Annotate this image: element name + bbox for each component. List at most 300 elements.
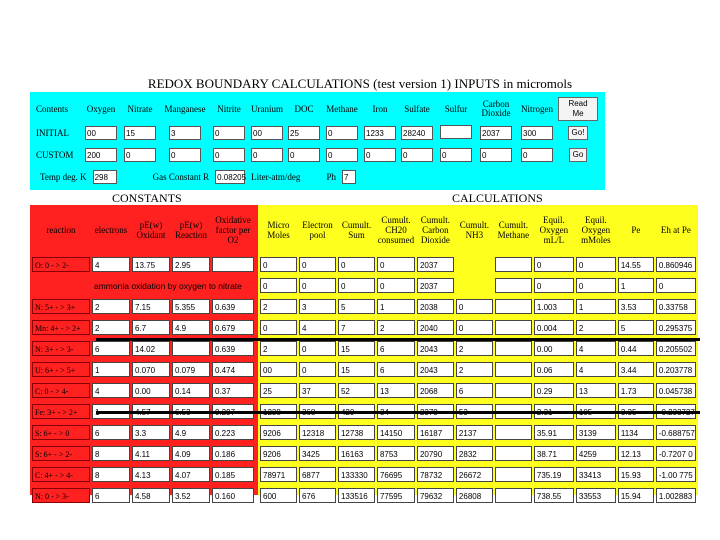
calc-value[interactable]: 0.203778 xyxy=(656,362,696,377)
calc-value[interactable] xyxy=(495,488,532,503)
calc-cell xyxy=(495,360,532,379)
calc-value[interactable]: -0.688757 xyxy=(656,425,696,440)
calc-value[interactable] xyxy=(495,257,532,272)
calc-value[interactable]: 6877 xyxy=(299,467,336,482)
calc-value[interactable]: 0 xyxy=(456,299,493,314)
constant-value[interactable]: 4 xyxy=(92,257,130,272)
constant-value[interactable]: 4.58 xyxy=(132,488,170,503)
calc-cell xyxy=(656,255,696,274)
constants-row xyxy=(32,444,254,463)
calc-value[interactable]: 0 xyxy=(377,257,415,272)
constant-cell xyxy=(172,297,210,316)
ph-label: Ph xyxy=(326,172,336,182)
calc-value[interactable]: 2040 xyxy=(417,320,454,335)
constant-cell xyxy=(212,465,254,484)
calc-cell xyxy=(656,465,696,484)
initial-carbon-dioxide-input[interactable]: 2037 xyxy=(480,126,512,140)
constant-value[interactable]: 6 xyxy=(92,488,130,503)
gas-constant-input[interactable]: 0.08205 xyxy=(215,170,245,184)
calc-value[interactable]: 2043 xyxy=(417,362,454,377)
calc-value[interactable]: 0 xyxy=(260,278,297,293)
calc-value[interactable]: 1.002883 xyxy=(656,488,696,503)
calc-value[interactable]: 15.93 xyxy=(618,467,654,482)
calc-value[interactable] xyxy=(495,467,532,482)
calc-cell xyxy=(618,486,654,505)
calc-value[interactable] xyxy=(495,278,532,293)
calc-value[interactable] xyxy=(495,425,532,440)
calc-cell xyxy=(417,339,454,358)
calc-value[interactable]: 0 xyxy=(656,278,696,293)
calc-value[interactable] xyxy=(495,446,532,461)
constant-value[interactable]: 4.07 xyxy=(172,467,210,482)
calc-value[interactable]: 25 xyxy=(260,383,297,398)
reaction-cell xyxy=(32,486,90,505)
constants-row xyxy=(32,423,254,442)
constant-cell xyxy=(132,297,170,316)
reaction-label: S: 6+ - > 0 xyxy=(32,425,90,440)
reaction-cell xyxy=(32,276,90,295)
constant-value[interactable]: 2 xyxy=(92,320,130,335)
initial-nitrogen-input[interactable]: 300 xyxy=(521,126,553,140)
calc-header-eh-at-pe: Eh at Pe xyxy=(660,225,691,235)
calc-value[interactable]: 0.44 xyxy=(618,341,654,356)
calc-value[interactable]: 14.55 xyxy=(618,257,654,272)
calc-cell xyxy=(417,381,454,400)
constant-value[interactable]: 6.7 xyxy=(132,320,170,335)
calc-value[interactable]: 20790 xyxy=(417,446,454,461)
calc-value[interactable]: 52 xyxy=(338,383,375,398)
constant-value[interactable]: 14.02 xyxy=(132,341,170,356)
calc-header-oxygen-mmoles: Equil. Oxygen mMoles xyxy=(581,215,611,245)
calc-cell xyxy=(338,486,375,505)
constant-cell xyxy=(212,381,254,400)
calc-header-oxygen-ml: Equil. Oxygen mL/L xyxy=(539,215,569,245)
header-nitrite: Nitrite xyxy=(217,103,241,114)
calc-value[interactable]: 5 xyxy=(338,299,375,314)
calc-value[interactable]: 33553 xyxy=(576,488,616,503)
constant-value[interactable]: 0.223 xyxy=(212,425,254,440)
calc-value[interactable]: 0.860946 xyxy=(656,257,696,272)
constant-cell xyxy=(172,255,210,274)
temperature-row xyxy=(40,170,356,184)
calc-value[interactable]: 0 xyxy=(576,278,616,293)
calc-cell xyxy=(618,318,654,337)
calc-value[interactable]: 3.44 xyxy=(618,362,654,377)
initial-oxygen-input[interactable]: 00 xyxy=(85,126,117,140)
constant-value[interactable]: 4 xyxy=(92,383,130,398)
calc-value[interactable]: 0.06 xyxy=(534,362,574,377)
reaction-label: N: 5+ - > 3+ xyxy=(32,299,90,314)
constant-value[interactable] xyxy=(212,257,254,272)
calc-cell xyxy=(656,423,696,442)
calc-value[interactable]: 4 xyxy=(576,341,616,356)
constant-value[interactable]: 3.52 xyxy=(172,488,210,503)
calc-value[interactable] xyxy=(495,341,532,356)
calc-cell xyxy=(618,360,654,379)
calc-value[interactable]: 12318 xyxy=(299,425,336,440)
calc-value[interactable]: 133330 xyxy=(338,467,375,482)
gas-unit-label: Liter-atm/deg xyxy=(251,172,301,182)
constant-value[interactable]: 0.185 xyxy=(212,467,254,482)
calc-value[interactable]: 15 xyxy=(338,362,375,377)
const-header-pe-oxidant: pE(w) Oxidant xyxy=(136,220,166,240)
const-header-reaction: reaction xyxy=(46,225,76,235)
constant-value[interactable]: 0.070 xyxy=(132,362,170,377)
custom-methane-input[interactable]: 0 xyxy=(326,148,358,162)
calc-value[interactable]: 2037 xyxy=(417,278,454,293)
calculations-row xyxy=(260,318,696,337)
constant-cell xyxy=(92,255,130,274)
calc-value[interactable]: 0.295375 xyxy=(656,320,696,335)
calc-cell xyxy=(299,276,336,295)
calc-cell xyxy=(456,486,493,505)
calc-cell xyxy=(576,444,616,463)
calc-value[interactable]: 38.71 xyxy=(534,446,574,461)
calc-value[interactable]: 4 xyxy=(576,362,616,377)
calc-value[interactable]: 15 xyxy=(338,341,375,356)
constants-row xyxy=(32,486,254,505)
constant-value[interactable]: 8 xyxy=(92,467,130,482)
calc-value[interactable]: 0.29 xyxy=(534,383,574,398)
reaction-cell xyxy=(32,423,90,442)
calc-cell xyxy=(377,255,415,274)
calc-cell xyxy=(299,360,336,379)
constant-value[interactable]: 0.474 xyxy=(212,362,254,377)
calc-value[interactable]: 6 xyxy=(377,362,415,377)
calc-value[interactable]: 4 xyxy=(299,320,336,335)
constant-cell xyxy=(212,255,254,274)
custom-nitrite-input[interactable]: 0 xyxy=(213,148,245,162)
calc-header-ch2o-consumed: Cumult. CH20 consumed xyxy=(377,215,415,245)
ph-input[interactable]: 7 xyxy=(342,170,356,184)
calc-value[interactable]: 35.91 xyxy=(534,425,574,440)
calc-cell xyxy=(377,444,415,463)
initial-iron-input[interactable]: 1233 xyxy=(364,126,396,140)
calc-cell xyxy=(495,297,532,316)
calc-value[interactable]: 0.045738 xyxy=(656,383,696,398)
calc-value[interactable]: 5 xyxy=(618,320,654,335)
calc-value[interactable]: 2832 xyxy=(456,446,493,461)
initial-nitrite-input[interactable]: 0 xyxy=(213,126,245,140)
constant-value[interactable]: 6 xyxy=(92,341,130,356)
constant-cell xyxy=(212,423,254,442)
calc-value[interactable]: 3425 xyxy=(299,446,336,461)
constant-value[interactable]: 0.186 xyxy=(212,446,254,461)
calc-cell xyxy=(534,486,574,505)
calc-cell xyxy=(260,276,297,295)
calc-value[interactable] xyxy=(495,299,532,314)
header-sulfate: Sulfate xyxy=(404,103,430,114)
calc-cell xyxy=(618,297,654,316)
calc-cell xyxy=(260,465,297,484)
calc-value[interactable]: 0 xyxy=(299,278,336,293)
constant-value[interactable]: 1 xyxy=(92,362,130,377)
custom-manganese-input[interactable]: 0 xyxy=(169,148,201,162)
calc-value[interactable]: 1.73 xyxy=(618,383,654,398)
initial-go-button[interactable]: Go! xyxy=(568,126,589,140)
constant-value[interactable]: 2 xyxy=(92,299,130,314)
constant-value[interactable]: 13.75 xyxy=(132,257,170,272)
initial-nitrate-input[interactable]: 15 xyxy=(124,126,156,140)
constants-row xyxy=(32,381,254,400)
calc-cell xyxy=(534,381,574,400)
calc-cell xyxy=(456,444,493,463)
calc-value[interactable]: 2 xyxy=(456,341,493,356)
header-nitrogen: Nitrogen xyxy=(521,103,553,114)
calc-value[interactable]: 33413 xyxy=(576,467,616,482)
constant-value[interactable]: 4.13 xyxy=(132,467,170,482)
calc-value[interactable]: -1.00 775 xyxy=(656,467,696,482)
calc-value[interactable]: 3139 xyxy=(576,425,616,440)
initial-sulfate-input[interactable]: 28240 xyxy=(401,126,433,140)
calc-value[interactable]: 0.004 xyxy=(534,320,574,335)
constant-value[interactable]: 0.00 xyxy=(132,383,170,398)
calc-cell xyxy=(338,381,375,400)
calc-value[interactable]: 0.00 xyxy=(534,341,574,356)
constant-value[interactable]: 0.079 xyxy=(172,362,210,377)
constant-value[interactable]: 8 xyxy=(92,446,130,461)
reaction-label: Fe: 3+ - > 2+ xyxy=(32,404,90,419)
calc-value[interactable]: 15.94 xyxy=(618,488,654,503)
calc-value[interactable]: 2043 xyxy=(417,341,454,356)
calc-value[interactable]: 1 xyxy=(576,299,616,314)
calc-value[interactable]: 2 xyxy=(456,362,493,377)
calc-cell xyxy=(260,339,297,358)
calc-cell xyxy=(260,423,297,442)
calc-value[interactable]: 133516 xyxy=(338,488,375,503)
calc-value[interactable]: 79632 xyxy=(417,488,454,503)
calc-cell xyxy=(377,381,415,400)
calc-value[interactable]: 13 xyxy=(377,383,415,398)
calc-value[interactable]: 0 xyxy=(338,278,375,293)
calc-value[interactable]: 738.55 xyxy=(534,488,574,503)
calc-value[interactable]: 2038 xyxy=(417,299,454,314)
calc-cell xyxy=(576,486,616,505)
ammonia-note: ammonia oxidation by oxygen to nitrate xyxy=(94,281,242,291)
constants-row xyxy=(32,297,254,316)
custom-doc-input[interactable]: 0 xyxy=(288,148,320,162)
calc-value[interactable]: 0 xyxy=(576,257,616,272)
calc-value[interactable]: 0 xyxy=(260,320,297,335)
calc-value[interactable]: 14150 xyxy=(377,425,415,440)
row-label-initial: INITIAL xyxy=(36,127,69,138)
calc-value[interactable]: 0 xyxy=(534,278,574,293)
calc-header-methane: Cumult. Methane xyxy=(497,220,530,240)
constant-value[interactable]: 7.15 xyxy=(132,299,170,314)
temp-input[interactable]: 298 xyxy=(93,170,117,184)
custom-oxygen-input[interactable]: 200 xyxy=(85,148,117,162)
constants-heading: CONSTANTS xyxy=(112,191,182,205)
constant-cell xyxy=(92,465,130,484)
calc-value[interactable]: 16187 xyxy=(417,425,454,440)
gas-constant-label: Gas Constant R xyxy=(152,172,210,182)
initial-uranium-input[interactable]: 00 xyxy=(251,126,283,140)
calc-value[interactable]: 26672 xyxy=(456,467,493,482)
constant-value[interactable]: 0.14 xyxy=(172,383,210,398)
calc-value[interactable]: 12.13 xyxy=(618,446,654,461)
calc-value[interactable]: 4259 xyxy=(576,446,616,461)
calc-value[interactable]: 2137 xyxy=(456,425,493,440)
calc-value[interactable]: 0 xyxy=(338,257,375,272)
calc-cell xyxy=(576,465,616,484)
calc-value[interactable]: 0 xyxy=(299,341,336,356)
calc-value[interactable]: 9206 xyxy=(260,425,297,440)
initial-manganese-input[interactable]: 3 xyxy=(169,126,201,140)
calc-value[interactable]: 2068 xyxy=(417,383,454,398)
constant-cell xyxy=(92,486,130,505)
calc-value[interactable]: 2037 xyxy=(417,257,454,272)
calc-cell xyxy=(495,423,532,442)
calc-cell xyxy=(338,297,375,316)
calc-cell xyxy=(417,255,454,274)
calc-value[interactable]: 76695 xyxy=(377,467,415,482)
custom-nitrogen-input[interactable]: 0 xyxy=(521,148,553,162)
calc-cell xyxy=(656,360,696,379)
constant-value[interactable]: 4.09 xyxy=(172,446,210,461)
calc-value[interactable]: 78732 xyxy=(417,467,454,482)
custom-uranium-input[interactable]: 0 xyxy=(251,148,283,162)
initial-methane-input[interactable]: 0 xyxy=(326,126,358,140)
calc-value[interactable]: 600 xyxy=(260,488,297,503)
calc-value[interactable]: 2 xyxy=(377,320,415,335)
calc-value[interactable]: 0 xyxy=(377,278,415,293)
constant-value[interactable]: 2.95 xyxy=(172,257,210,272)
constant-cell xyxy=(212,486,254,505)
calc-value[interactable] xyxy=(495,320,532,335)
calc-cell xyxy=(576,255,616,274)
calc-cell xyxy=(495,381,532,400)
calc-value[interactable]: 1.003 xyxy=(534,299,574,314)
calc-cell xyxy=(495,318,532,337)
calc-value[interactable]: 1 xyxy=(377,299,415,314)
calc-cell xyxy=(299,486,336,505)
calc-value[interactable]: 12738 xyxy=(338,425,375,440)
calc-value[interactable]: -0.7207 0 xyxy=(656,446,696,461)
calc-value[interactable]: 9206 xyxy=(260,446,297,461)
calc-value[interactable]: 2 xyxy=(576,320,616,335)
constant-value[interactable] xyxy=(172,341,210,356)
calc-cell xyxy=(260,318,297,337)
calc-value[interactable]: 3 xyxy=(299,299,336,314)
calc-cell xyxy=(618,255,654,274)
constant-value[interactable]: 3.3 xyxy=(132,425,170,440)
calc-cell xyxy=(260,486,297,505)
constants-header-row xyxy=(32,207,254,253)
calc-value[interactable]: 78971 xyxy=(260,467,297,482)
constant-value[interactable]: 6 xyxy=(92,425,130,440)
constant-value[interactable]: 0.37 xyxy=(212,383,254,398)
calculations-row xyxy=(260,465,696,484)
calc-value[interactable]: 0 xyxy=(456,320,493,335)
calc-value[interactable]: 3.53 xyxy=(618,299,654,314)
calc-value[interactable]: 13 xyxy=(576,383,616,398)
constant-value[interactable]: 0.639 xyxy=(212,341,254,356)
calc-value[interactable]: 1 xyxy=(618,278,654,293)
calc-value[interactable]: 77595 xyxy=(377,488,415,503)
calc-value[interactable]: 0 xyxy=(299,362,336,377)
calc-value[interactable]: 7 xyxy=(338,320,375,335)
calc-value[interactable]: 37 xyxy=(299,383,336,398)
reaction-label: S: 6+ - > 2- xyxy=(32,446,90,461)
calc-cell xyxy=(377,486,415,505)
calc-value[interactable]: 00 xyxy=(260,362,297,377)
calc-cell xyxy=(495,255,532,274)
calc-cell xyxy=(618,444,654,463)
constant-value[interactable]: 0.639 xyxy=(212,299,254,314)
header-doc: DOC xyxy=(294,103,314,114)
read-me-button[interactable]: Read Me xyxy=(558,97,598,121)
constant-value[interactable]: 0.679 xyxy=(212,320,254,335)
calc-cell xyxy=(456,423,493,442)
custom-go-button[interactable]: Go xyxy=(569,148,588,162)
calc-value[interactable]: 2 xyxy=(260,299,297,314)
const-header-pe-reaction: pE(w) Reaction xyxy=(175,220,207,240)
custom-nitrate-input[interactable]: 0 xyxy=(124,148,156,162)
calc-value[interactable]: 6 xyxy=(377,341,415,356)
constant-cell xyxy=(92,381,130,400)
initial-doc-input[interactable]: 25 xyxy=(288,126,320,140)
constant-cell xyxy=(172,465,210,484)
calc-cell xyxy=(656,318,696,337)
calc-value[interactable]: 0 xyxy=(299,257,336,272)
header-uranium: Uranium xyxy=(251,103,283,114)
reaction-cell xyxy=(32,465,90,484)
constant-value[interactable]: 0.160 xyxy=(212,488,254,503)
calc-value[interactable]: 0 xyxy=(534,257,574,272)
constant-cell xyxy=(92,318,130,337)
calculations-panel xyxy=(258,205,698,501)
calc-cell xyxy=(338,423,375,442)
calc-value[interactable]: 2 xyxy=(260,341,297,356)
calc-value[interactable]: 26808 xyxy=(456,488,493,503)
calculations-row xyxy=(260,444,696,463)
calc-value[interactable]: 16163 xyxy=(338,446,375,461)
constant-cell xyxy=(212,444,254,463)
const-header-electrons: electrons xyxy=(94,225,128,235)
calc-cell xyxy=(456,318,493,337)
calc-cell xyxy=(456,465,493,484)
calc-value[interactable] xyxy=(495,383,532,398)
reaction-cell xyxy=(32,318,90,337)
custom-sulfate-input[interactable]: 0 xyxy=(401,148,433,162)
reaction-cell xyxy=(32,402,90,421)
constant-value[interactable]: 4.9 xyxy=(172,320,210,335)
custom-iron-input[interactable]: 0 xyxy=(364,148,396,162)
constant-value[interactable]: 4.9 xyxy=(172,425,210,440)
calc-cell xyxy=(618,339,654,358)
calc-value[interactable]: 676 xyxy=(299,488,336,503)
custom-sulfur-input[interactable]: 0 xyxy=(440,148,472,162)
constant-value[interactable]: 4.11 xyxy=(132,446,170,461)
calc-value[interactable]: 1134 xyxy=(618,425,654,440)
calc-value[interactable]: 735.19 xyxy=(534,467,574,482)
constant-cell xyxy=(132,465,170,484)
calc-cell xyxy=(299,465,336,484)
constant-cell xyxy=(92,339,130,358)
header-contents: Contents xyxy=(36,103,69,114)
calc-cell xyxy=(534,255,574,274)
calc-value[interactable]: 8753 xyxy=(377,446,415,461)
calc-value[interactable]: 0.33758 xyxy=(656,299,696,314)
calc-value[interactable]: 0 xyxy=(260,257,297,272)
constant-value[interactable]: 5.355 xyxy=(172,299,210,314)
custom-carbon-dioxide-input[interactable]: 0 xyxy=(480,148,512,162)
calc-value[interactable] xyxy=(495,362,532,377)
calc-value[interactable]: 6 xyxy=(456,383,493,398)
initial-sulfur-input[interactable] xyxy=(440,125,472,139)
calc-value[interactable]: 0.205502 xyxy=(656,341,696,356)
calc-cell xyxy=(534,276,574,295)
